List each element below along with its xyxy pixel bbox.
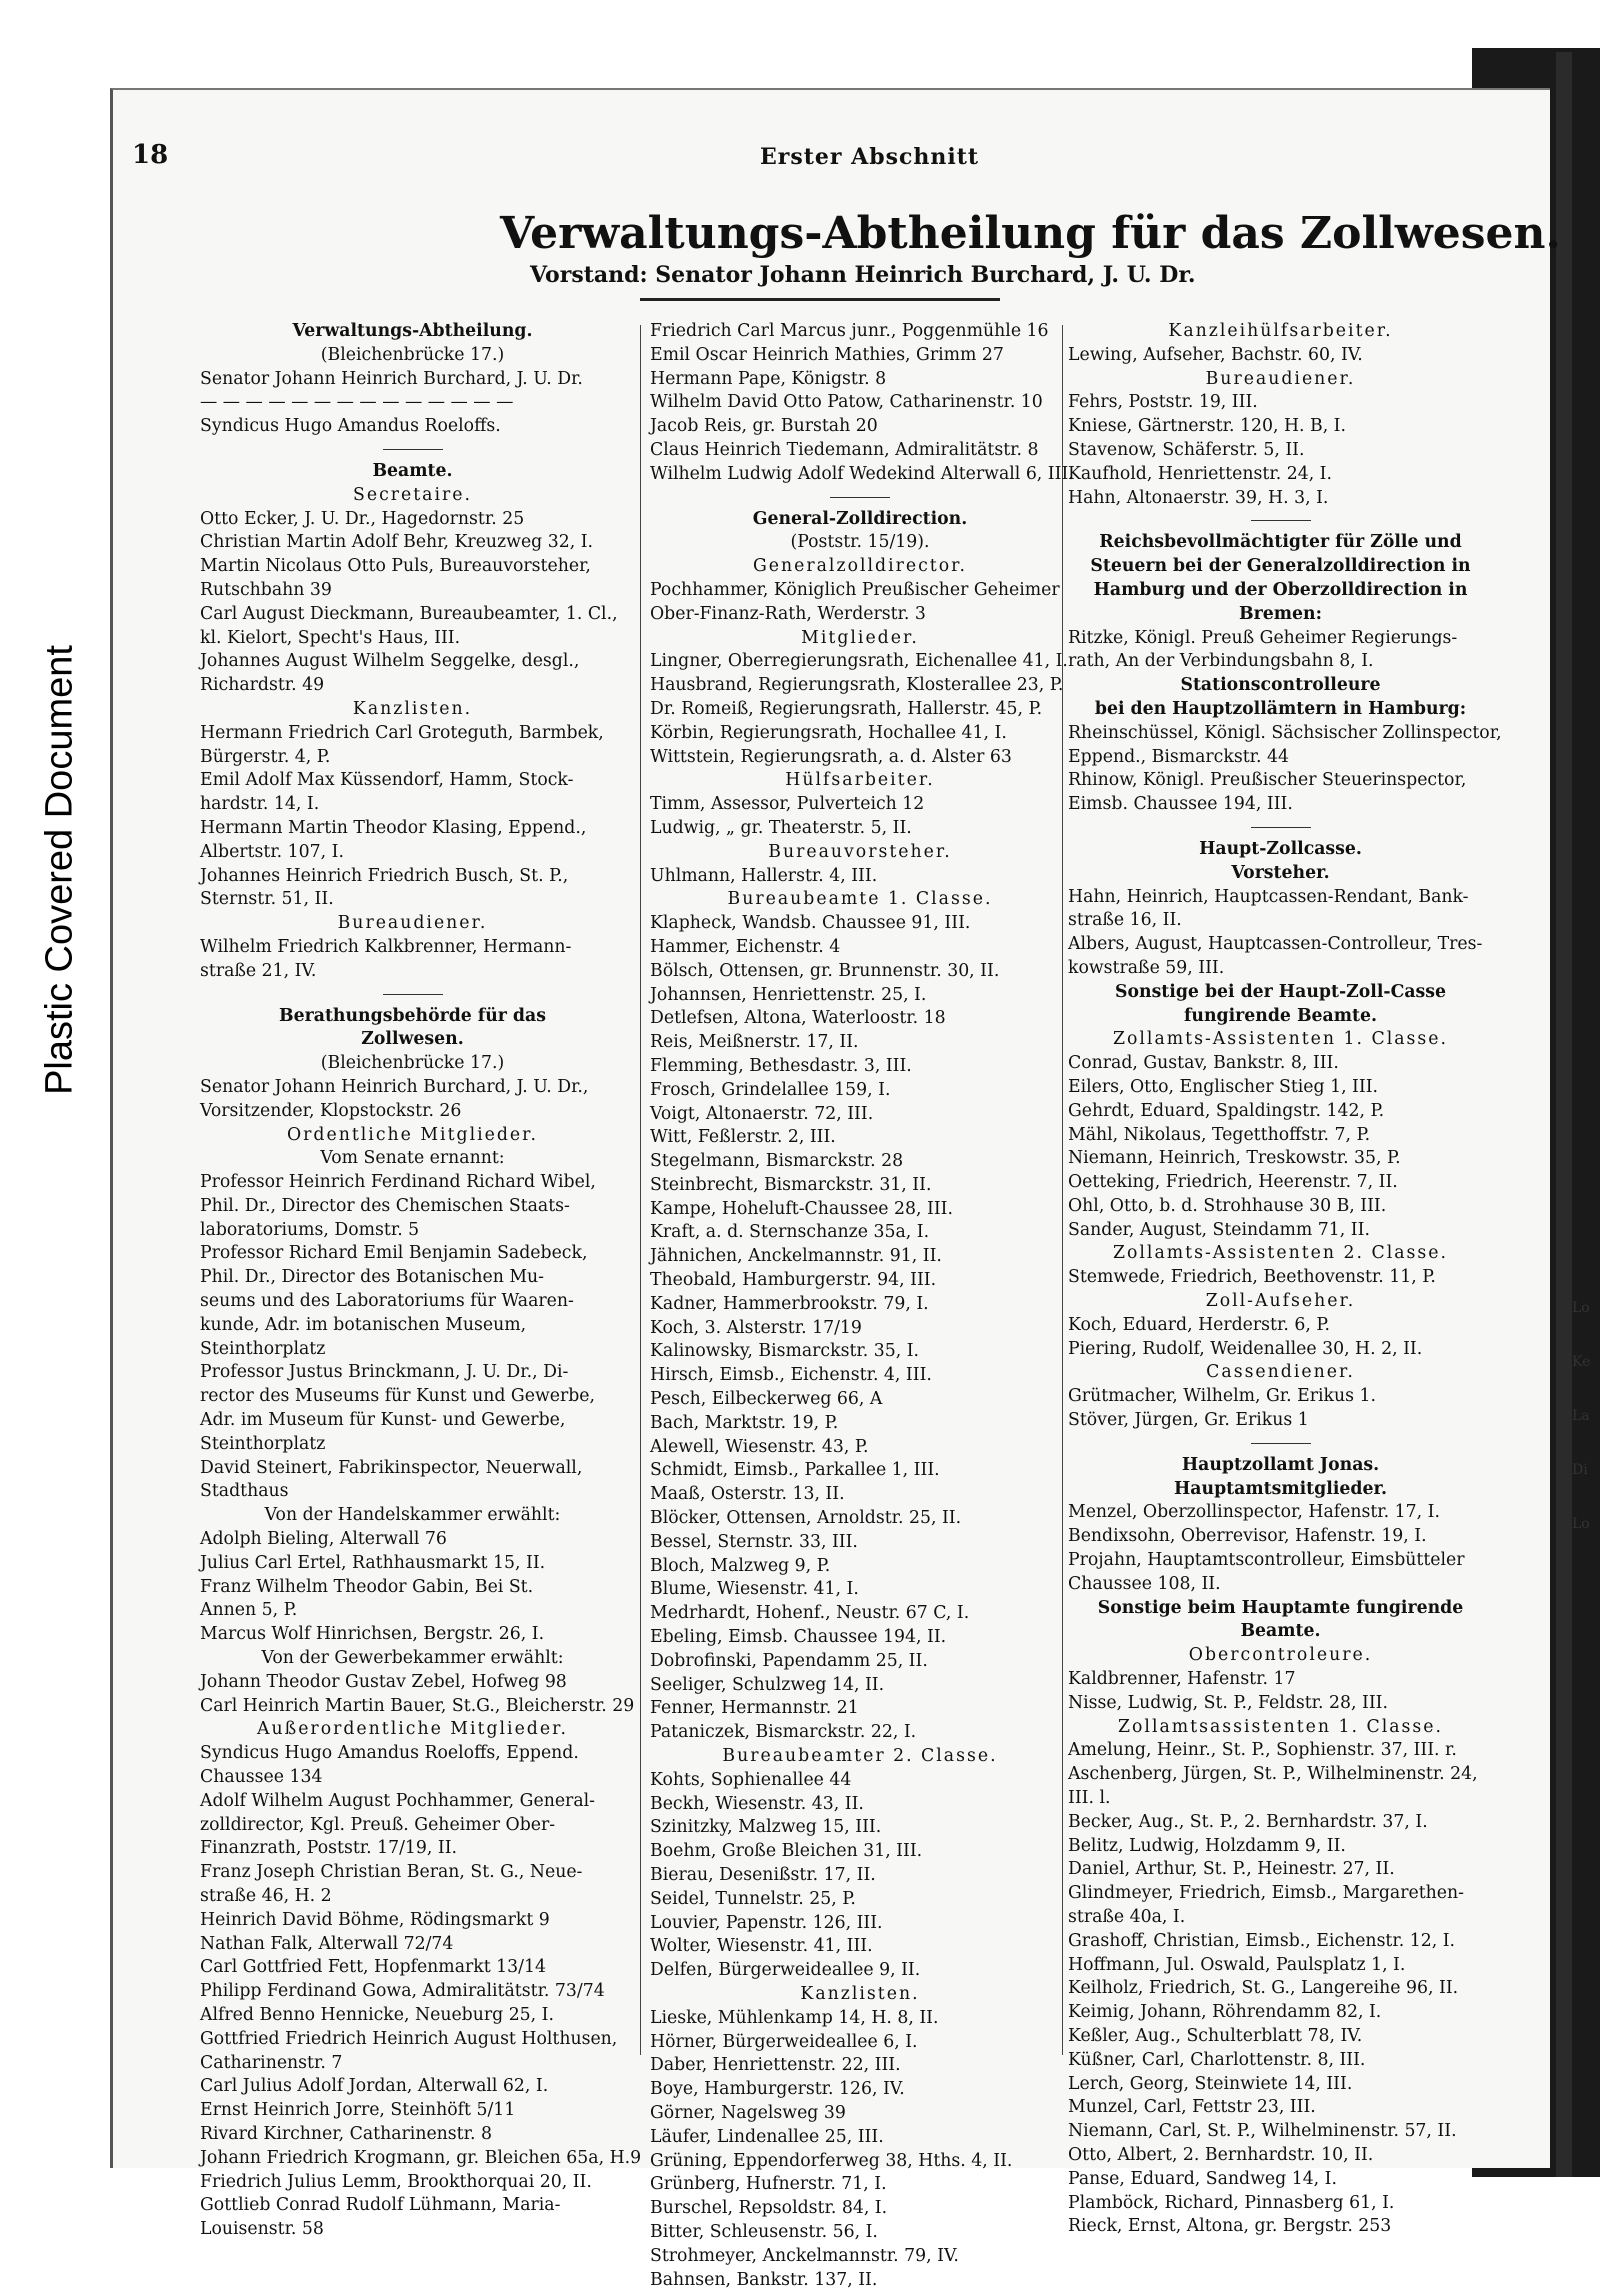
entry-line: Johannes August Wilhelm Seggelke, desgl., [200, 651, 580, 672]
entry-line: Jähnichen, Anckelmannstr. 91, II. [650, 1246, 942, 1267]
entry-line: Fehrs, Poststr. 19, III. [1068, 392, 1258, 413]
section-heading: Haupt-Zollcasse. [1199, 838, 1362, 859]
entry-line: Keilholz, Friedrich, St. G., Langereihe 96, II. [1068, 1978, 1459, 1999]
entry-line: Sternstr. 51, II. [200, 889, 334, 910]
subsection-heading: Mitglieder. [801, 627, 919, 648]
adjacent-page-margin [1572, 1300, 1600, 2150]
entry-line: Carl Heinrich Martin Bauer, St.G., Bleicherstr. 29 [200, 1695, 635, 1716]
entry-line: Beckh, Wiesenstr. 43, II. [650, 1793, 864, 1814]
section-separator [1251, 520, 1311, 521]
subsection-heading: Außerordentliche Mitglieder. [257, 1719, 568, 1740]
entry-line: Professor Richard Emil Benjamin Sadebeck, [200, 1243, 588, 1264]
entry-line: Rieck, Ernst, Altona, gr. Bergstr. 253 [1068, 2216, 1392, 2237]
entry-line: Adr. im Museum für Kunst- und Gewerbe, [200, 1410, 566, 1431]
entry-line: Glindmeyer, Friedrich, Eimsb., Margarethen- [1068, 1883, 1464, 1904]
entry-line: Alfred Benno Hennicke, Neueburg 25, I. [200, 2004, 554, 2025]
entry-line: Bach, Marktstr. 19, P. [650, 1412, 839, 1433]
entry-line: Bürgerstr. 4, P. [200, 746, 331, 767]
entry-line: Hausbrand, Regierungsrath, Klosterallee 23, P. [650, 675, 1064, 696]
entry-line: Wilhelm Friedrich Kalkbrenner, Hermann- [200, 936, 572, 957]
entry-line: Otto Ecker, J. U. Dr., Hagedornstr. 25 [200, 508, 525, 529]
entry-line: Claus Heinrich Tiedemann, Admiralitätstr. 8 [650, 439, 1039, 460]
entry-line: Hammer, Eichenstr. 4 [650, 936, 841, 957]
entry-line: Hermann Pape, Königstr. 8 [650, 368, 887, 389]
entry-line: kl. Kielort, Specht's Haus, III. [200, 627, 461, 648]
section-heading: Bremen: [1239, 603, 1322, 624]
entry-line: Professor Justus Brinckmann, J. U. Dr., Di- [200, 1362, 569, 1383]
entry-line: Nathan Falk, Alterwall 72/74 [200, 1933, 454, 1954]
entry-line: Eimsb. Chaussee 194, III. [1068, 794, 1293, 815]
section-heading: Beamte. [1240, 1621, 1321, 1642]
entry-line: Stöver, Jürgen, Gr. Erikus 1 [1068, 1410, 1309, 1431]
entry-line: Syndicus Hugo Amandus Roeloffs. [200, 416, 501, 437]
page-number: 18 [132, 140, 169, 170]
entry-line: Klapheck, Wandsb. Chaussee 91, III. [650, 913, 971, 934]
entry-line: Wittstein, Regierungsrath, a. d. Alster 63 [650, 746, 1012, 767]
entry-line: Louvier, Papenstr. 126, III. [650, 1912, 883, 1933]
entry-line: Frosch, Grindelallee 159, I. [650, 1079, 891, 1100]
entry-line: Carl Gottfried Fett, Hopfenmarkt 13/14 [200, 1957, 546, 1978]
entry-line: Keßler, Aug., Schulterblatt 78, IV. [1068, 2025, 1363, 2046]
centered-note: Vom Senate ernannt: [320, 1148, 505, 1169]
entry-line: Bessel, Sternstr. 33, III. [650, 1531, 858, 1552]
entry-line: Dr. Romeiß, Regierungsrath, Hallerstr. 45, P. [650, 698, 1043, 719]
section-separator [1251, 827, 1311, 828]
entry-line: Amelung, Heinr., St. P., Sophienstr. 37, III. r. [1068, 1740, 1457, 1761]
entry-line: Küßner, Carl, Charlottenstr. 8, III. [1068, 2049, 1366, 2070]
entry-line: kowstraße 59, III. [1068, 957, 1225, 978]
entry-line: Gottfried Friedrich Heinrich August Holthusen, [200, 2028, 618, 2049]
entry-line: Lewing, Aufseher, Bachstr. 60, IV. [1068, 344, 1363, 365]
entry-line: Ludwig, „ gr. Theaterstr. 5, II. [650, 817, 912, 838]
section-heading: Sonstige beim Hauptamte fungirende [1097, 1597, 1464, 1618]
entry-line: straße 16, II. [1068, 910, 1182, 931]
centered-note: Von der Handelskammer erwählt: [264, 1505, 561, 1526]
side-label-text: Plastic Covered Document [38, 645, 81, 1095]
section-heading: Hamburg und der Oberzolldirection in [1093, 579, 1468, 600]
entry-line: Eilers, Otto, Englischer Stieg 1, III. [1068, 1076, 1379, 1097]
entry-line: Blume, Wiesenstr. 41, I. [650, 1579, 859, 1600]
entry-line: Eppend., Bismarckstr. 44 [1068, 746, 1289, 767]
entry-line: hardstr. 14, I. [200, 794, 320, 815]
entry-line: Carl Julius Adolf Jordan, Alterwall 62, I. [200, 2076, 549, 2097]
entry-line: Görner, Nagelsweg 39 [650, 2102, 846, 2123]
entry-line: Daniel, Arthur, St. P., Heinestr. 27, II. [1068, 1859, 1395, 1880]
section-separator [383, 994, 443, 995]
entry-line: Lieske, Mühlenkamp 14, H. 8, II. [650, 2007, 939, 2028]
running-head: Erster Abschnitt [760, 144, 980, 170]
entry-line: Detlefsen, Altona, Waterloostr. 18 [650, 1008, 946, 1029]
entry-line: Phil. Dr., Director des Chemischen Staats- [200, 1195, 570, 1216]
entry-line: Bölsch, Ottensen, gr. Brunnenstr. 30, II. [650, 960, 1000, 981]
entry-line: Uhlmann, Hallerstr. 4, III. [650, 865, 878, 886]
entry-line: Niemann, Carl, St. P., Wilhelminenstr. 57, II. [1068, 2121, 1457, 2142]
entry-line: Adolf Wilhelm August Pochhammer, General- [200, 1790, 595, 1811]
entry-line: Kampe, Hoheluft-Chaussee 28, III. [650, 1198, 953, 1219]
subsection-heading: Bureaudiener. [1205, 368, 1356, 389]
entry-line: Stadthaus [200, 1481, 289, 1502]
entry-line: Friedrich Carl Marcus junr., Poggenmühle 16 [650, 321, 1049, 341]
entry-line: Ohl, Otto, b. d. Strohhause 30 B, III. [1068, 1195, 1387, 1216]
entry-line: Niemann, Heinrich, Treskowstr. 35, P. [1068, 1148, 1401, 1169]
entry-line: straße 46, H. 2 [200, 1886, 332, 1906]
entry-line: Nisse, Ludwig, St. P., Feldstr. 28, III. [1068, 1692, 1388, 1713]
entry-line: Koch, 3. Alsterstr. 17/19 [650, 1317, 862, 1338]
entry-line: Gehrdt, Eduard, Spaldingstr. 142, P. [1068, 1100, 1385, 1121]
section-heading: Berathungsbehörde für das [279, 1005, 546, 1026]
entry-line: kunde, Adr. im botanischen Museum, [200, 1314, 527, 1335]
subsection-heading: Bureaubeamte 1. Classe. [727, 889, 993, 910]
entry-line: Steinthorplatz [200, 1338, 326, 1359]
entry-line: Hoffmann, Jul. Oswald, Paulsplatz 1, I. [1068, 1954, 1406, 1975]
entry-line: Burschel, Repsoldstr. 84, I. [650, 2198, 888, 2219]
entry-line: Dobrofinski, Papendamm 25, II. [650, 1650, 928, 1671]
entry-line: Sander, August, Steindamm 71, II. [1068, 1219, 1370, 1240]
entry-line: Hermann Martin Theodor Klasing, Eppend., [200, 817, 587, 838]
column-left [200, 320, 642, 2240]
entry-line: laboratoriums, Domstr. 5 [200, 1219, 420, 1240]
subsection-heading: Hülfsarbeiter. [785, 770, 935, 791]
entry-line: Ober-Finanz-Rath, Werderstr. 3 [650, 603, 926, 624]
entry-line: Bendixsohn, Oberrevisor, Hafenstr. 19, I. [1068, 1526, 1427, 1547]
entry-line: Bitter, Schleusenstr. 56, I. [650, 2221, 878, 2242]
entry-line: Wilhelm Ludwig Adolf Wedekind Alterwall 6, III. [650, 463, 1074, 484]
entry-line: Kadner, Hammerbrookstr. 79, I. [650, 1293, 929, 1314]
entry-line: zolldirector, Kgl. Preuß. Geheimer Ober- [200, 1814, 556, 1835]
entry-line: Pochhammer, Königlich Preußischer Geheimer [650, 579, 1060, 600]
entry-line: Menzel, Oberzollinspector, Hafenstr. 17, I. [1068, 1502, 1440, 1523]
entry-line: Grashoff, Christian, Eimsb., Eichenstr. 12, I. [1068, 1930, 1456, 1951]
entry-line: Daber, Henriettenstr. 22, III. [650, 2055, 901, 2076]
entry-line: Witt, Feßlerstr. 2, III. [650, 1127, 836, 1148]
entry-line: Rhinow, Königl. Preußischer Steuerinspector, [1068, 770, 1467, 791]
entry-line: Ernst Heinrich Jorre, Steinhöft 5/11 [200, 2100, 516, 2121]
subsection-heading: Ordentliche Mitglieder. [286, 1124, 539, 1145]
centered-note: (Bleichenbrücke 17.) [320, 344, 505, 365]
entry-line: Kohts, Sophienallee 44 [650, 1769, 852, 1790]
section-heading: Hauptzollamt Jonas. [1181, 1454, 1380, 1475]
entry-line: Phil. Dr., Director des Botanischen Mu- [200, 1267, 544, 1288]
margin-fragment: Di [1572, 1462, 1588, 1478]
title-rule [640, 298, 1000, 301]
section-heading: Reichsbevollmächtigter für Zölle und [1099, 532, 1462, 553]
entry-line: Blöcker, Ottensen, Arnoldstr. 25, II. [650, 1508, 962, 1529]
margin-fragment: La [1572, 1408, 1590, 1424]
entry-line: Maaß, Osterstr. 13, II. [650, 1484, 845, 1505]
entry-line: Seidel, Tunnelstr. 25, P. [650, 1888, 856, 1909]
entry-line: Pesch, Eilbeckerweg 66, A [650, 1389, 883, 1410]
entry-line: Reis, Meißnerstr. 17, II. [650, 1032, 859, 1053]
entry-line: Projahn, Hauptamtscontrolleur, Eimsbütteler [1068, 1550, 1465, 1571]
entry-line: Delfen, Bürgerweideallee 9, II. [650, 1960, 921, 1981]
subsection-heading: Zollamts-Assistenten 2. Classe. [1112, 1243, 1448, 1264]
entry-line: Voigt, Altonaerstr. 72, III. [650, 1103, 874, 1124]
entry-line: Hahn, Heinrich, Hauptcassen-Rendant, Bank- [1068, 886, 1469, 907]
side-label [20, 600, 100, 1140]
section-heading: General-Zolldirection. [752, 508, 968, 529]
subsection-heading: Cassendiener. [1206, 1362, 1355, 1383]
entry-line: Vorsitzender, Klopstockstr. 26 [200, 1100, 462, 1121]
entry-line: Grüning, Eppendorferweg 38, Hths. 4, II. [650, 2150, 1013, 2171]
entry-line: Friedrich Julius Lemm, Brookthorquai 20, II. [200, 2171, 592, 2192]
subsection-heading: Obercontroleure. [1188, 1645, 1373, 1666]
entry-line: Schmidt, Eimsb., Parkallee 1, III. [650, 1460, 940, 1481]
entry-line: Hahn, Altonaerstr. 39, H. 3, I. [1068, 487, 1329, 508]
entry-line: Steinthorplatz [200, 1433, 326, 1454]
entry-line: Conrad, Gustav, Bankstr. 8, III. [1068, 1053, 1339, 1074]
entry-line: Rheinschüssel, Königl. Sächsischer Zollinspector, [1068, 722, 1502, 743]
entry-line: Stegelmann, Bismarckstr. 28 [650, 1151, 904, 1172]
entry-line: Munzel, Carl, Fettstr 23, III. [1068, 2097, 1316, 2118]
entry-line: Otto, Albert, 2. Bernhardstr. 10, II. [1068, 2144, 1374, 2165]
column-middle [650, 320, 1074, 2290]
entry-line: Flemming, Bethesdastr. 3, III. [650, 1055, 912, 1076]
entry-line: Johannes Heinrich Friedrich Busch, St. P., [200, 865, 569, 886]
entry-line: Medrhardt, Hohenf., Neustr. 67 C, I. [650, 1603, 970, 1624]
entry-line: Adolph Bieling, Alterwall 76 [200, 1529, 447, 1550]
entry-line: Albertstr. 107, I. [200, 841, 344, 862]
entry-line: Carl August Dieckmann, Bureaubeamter, 1. Cl., [200, 603, 618, 624]
section-heading: Sonstige bei der Haupt-Zoll-Casse [1115, 981, 1446, 1002]
subsection-heading: Bureaudiener. [337, 913, 488, 934]
entry-line: Franz Joseph Christian Beran, St. G., Neue- [200, 1862, 583, 1883]
entry-line: Kniese, Gärtnerstr. 120, H. B, I. [1068, 416, 1347, 437]
entry-line: Julius Carl Ertel, Rathhausmarkt 15, II. [200, 1552, 546, 1573]
entry-line: straße 40a, I. [1068, 1907, 1186, 1927]
entry-line: Chaussee 108, II. [1068, 1573, 1221, 1594]
page-title: Verwaltungs-Abtheilung für das Zollwesen. [500, 208, 1561, 259]
entry-line: Marcus Wolf Hinrichsen, Bergstr. 26, I. [200, 1624, 545, 1645]
entry-line: Franz Wilhelm Theodor Gabin, Bei St. [200, 1576, 534, 1597]
entry-line: Aschenberg, Jürgen, St. P., Wilhelminenstr. 24, [1068, 1764, 1478, 1785]
section-heading: Stationscontrolleure [1180, 675, 1381, 696]
entry-line: Bahnsen, Bankstr. 137, II. [650, 2269, 878, 2290]
entry-line: Boehm, Große Bleichen 31, III. [650, 1841, 923, 1862]
entry-line: Läufer, Lindenallee 25, III. [650, 2126, 884, 2147]
entry-line: Hermann Friedrich Carl Groteguth, Barmbek, [200, 722, 604, 743]
centered-note: (Poststr. 15/19). [790, 532, 930, 553]
entry-line: III. l. [1068, 1788, 1111, 1809]
entry-line: Heinrich David Böhme, Rödingsmarkt 9 [200, 1909, 550, 1930]
entry-line: Senator Johann Heinrich Burchard, J. U. Dr. [200, 368, 583, 389]
section-heading: Hauptamtsmitglieder. [1173, 1478, 1387, 1499]
entry-line: Becker, Aug., St. P., 2. Bernhardstr. 37, I. [1068, 1811, 1428, 1832]
entry-line: Steinbrecht, Bismarckstr. 31, II. [650, 1174, 932, 1195]
entry-line: Piering, Rudolf, Weidenallee 30, H. 2, II. [1068, 1338, 1423, 1359]
subsection-heading: Zollamtsassistenten 1. Classe. [1118, 1716, 1443, 1737]
entry-line: Stavenow, Schäferstr. 5, II. [1068, 439, 1305, 460]
entry-line: Seeliger, Schulzweg 14, II. [650, 1674, 885, 1695]
entry-line: Strohmeyer, Anckelmannstr. 79, IV. [650, 2245, 959, 2266]
section-heading: Vorsteher. [1231, 862, 1330, 883]
entry-line: Rivard Kirchner, Catharinenstr. 8 [200, 2123, 492, 2144]
subsection-heading: Kanzleihülfsarbeiter. [1168, 321, 1393, 341]
page-subtitle: Vorstand: Senator Johann Heinrich Burchard, J. U. Dr. [530, 262, 1196, 288]
entry-line: Keimig, Johann, Röhrendamm 82, I. [1068, 2002, 1382, 2023]
page-edge [1556, 52, 1572, 2177]
section-heading: bei den Hauptzollämtern in Hamburg: [1094, 698, 1467, 719]
entry-line: Louisenstr. 58 [200, 2219, 324, 2240]
entry-line: Oetteking, Friedrich, Heerenstr. 7, II. [1068, 1172, 1398, 1193]
entry-line: Koch, Eduard, Herderstr. 6, P. [1068, 1314, 1330, 1335]
entry-line: Pataniczek, Bismarckstr. 22, I. [650, 1722, 917, 1743]
entry-line: rector des Museums für Kunst und Gewerbe, [200, 1386, 596, 1407]
centered-note: (Bleichenbrücke 17.) [320, 1053, 505, 1074]
entry-line: Grütmacher, Wilhelm, Gr. Erikus 1. [1068, 1386, 1376, 1407]
entry-line: Senator Johann Heinrich Burchard, J. U. Dr., [200, 1076, 589, 1097]
entry-line: Körbin, Regierungsrath, Hochallee 41, I. [650, 722, 1007, 743]
section-separator [1251, 1443, 1311, 1444]
subsection-heading: Kanzlisten. [800, 1983, 920, 2004]
section-separator [830, 497, 890, 498]
entry-line: Catharinenstr. 7 [200, 2052, 343, 2073]
entry-line: Kaufhold, Henriettenstr. 24, I. [1068, 463, 1332, 484]
entry-line: Boye, Hamburgerstr. 126, IV. [650, 2079, 905, 2100]
section-separator [383, 449, 443, 450]
subsection-heading: Zollamts-Assistenten 1. Classe. [1112, 1029, 1448, 1050]
entry-line: Finanzrath, Poststr. 17/19, II. [200, 1838, 458, 1859]
entry-line: Bloch, Malzweg 9, P. [650, 1555, 831, 1576]
entry-line: Belitz, Ludwig, Holzdamm 9, II. [1068, 1835, 1346, 1856]
entry-line: Hirsch, Eimsb., Eichenstr. 4, III. [650, 1365, 932, 1386]
entry-line: Lingner, Oberregierungsrath, Eichenallee 41, I. [650, 651, 1068, 672]
centered-note: Von der Gewerbekammer erwählt: [261, 1648, 564, 1669]
section-heading: Beamte. [372, 460, 453, 481]
entry-line: Annen 5, P. [200, 1600, 298, 1621]
section-heading: Steuern bei der Generalzolldirection in [1090, 556, 1471, 577]
entry-line: Christian Martin Adolf Behr, Kreuzweg 32, I. [200, 532, 594, 553]
entry-line: Plamböck, Richard, Pinnasberg 61, I. [1068, 2192, 1395, 2213]
entry-line: Szinitzky, Malzweg 15, III. [650, 1817, 882, 1838]
entry-line: Kraft, a. d. Sternschanze 35a, I. [650, 1222, 930, 1243]
entry-line: Chaussee 134 [200, 1767, 323, 1788]
entry-line: Johann Friedrich Krogmann, gr. Bleichen 65a, H.9 [200, 2147, 642, 2168]
entry-line: Mähl, Nikolaus, Tegetthoffstr. 7, P. [1068, 1124, 1371, 1145]
entry-line: Wolter, Wiesenstr. 41, III. [650, 1936, 873, 1957]
section-heading: fungirende Beamte. [1183, 1005, 1378, 1026]
entry-line: Ritzke, Königl. Preuß Geheimer Regierungs- [1068, 627, 1458, 648]
entry-line: rath, An der Verbindungsbahn 8, I. [1068, 651, 1374, 672]
entry-line: Hörner, Bürgerweideallee 6, I. [650, 2031, 918, 2052]
entry-line: Albers, August, Hauptcassen-Controlleur, Tres- [1068, 934, 1483, 955]
entry-line: Martin Nicolaus Otto Puls, Bureauvorsteher, [200, 556, 591, 577]
entry-line: — — — — — — — — — — — — — — [200, 392, 514, 413]
entry-line: Timm, Assessor, Pulverteich 12 [650, 794, 925, 815]
entry-line: Richardstr. 49 [200, 675, 325, 696]
entry-line: Lerch, Georg, Steinwiete 14, III. [1068, 2073, 1353, 2094]
subsection-heading: Kanzlisten. [352, 698, 473, 719]
section-heading: Zollwesen. [361, 1029, 464, 1050]
entry-line: Emil Oscar Heinrich Mathies, Grimm 27 [650, 344, 1004, 365]
entry-line: Kaldbrenner, Hafenstr. 17 [1068, 1669, 1296, 1690]
section-heading: Verwaltungs-Abtheilung. [292, 321, 533, 341]
subsection-heading: Secretaire. [353, 484, 472, 505]
entry-line: Alewell, Wiesenstr. 43, P. [650, 1436, 869, 1457]
entry-line: Stemwede, Friedrich, Beethovenstr. 11, P. [1068, 1267, 1436, 1288]
entry-line: Rutschbahn 39 [200, 579, 332, 600]
entry-line: Syndicus Hugo Amandus Roeloffs, Eppend. [200, 1743, 579, 1764]
entry-line: Philipp Ferdinand Gowa, Admiralitätstr. 73/74 [200, 1981, 605, 2002]
subsection-heading: Zoll-Aufseher. [1205, 1291, 1356, 1312]
column-right [1068, 320, 1502, 2237]
entry-line: Theobald, Hamburgerstr. 94, III. [650, 1270, 937, 1291]
subsection-heading: Generalzolldirector. [752, 556, 967, 577]
entry-line: Gottlieb Conrad Rudolf Lühmann, Maria- [200, 2195, 561, 2216]
margin-fragment: Lo [1572, 1516, 1590, 1532]
entry-line: Fenner, Hermannstr. 21 [650, 1698, 859, 1719]
entry-line: Johann Theodor Gustav Zebel, Hofweg 98 [200, 1671, 567, 1692]
margin-fragment: Ke [1572, 1354, 1591, 1370]
entry-line: Panse, Eduard, Sandweg 14, I. [1068, 2168, 1337, 2189]
subsection-heading: Bureaubeamter 2. Classe. [722, 1746, 998, 1767]
subsection-heading: Bureauvorsteher. [768, 841, 952, 862]
entry-line: seums und des Laboratoriums für Waaren- [200, 1291, 574, 1312]
entry-line: Wilhelm David Otto Patow, Catharinenstr. 10 [650, 392, 1043, 413]
entry-line: Emil Adolf Max Küssendorf, Hamm, Stock- [200, 770, 574, 791]
column-divider [640, 325, 641, 2055]
entry-line: Johannsen, Henriettenstr. 25, I. [650, 984, 927, 1005]
entry-line: Kalinowsky, Bismarckstr. 35, I. [650, 1341, 920, 1362]
entry-line: Jacob Reis, gr. Burstah 20 [650, 416, 878, 437]
entry-line: Grünberg, Hufnerstr. 71, I. [650, 2174, 887, 2195]
entry-line: Professor Heinrich Ferdinand Richard Wibel, [200, 1172, 596, 1193]
entry-line: Bierau, Desenißstr. 17, II. [650, 1865, 876, 1885]
entry-line: straße 21, IV. [200, 960, 317, 981]
entry-line: Ebeling, Eimsb. Chaussee 194, II. [650, 1627, 947, 1648]
margin-fragment: Lo [1572, 1300, 1590, 1316]
entry-line: David Steinert, Fabrikinspector, Neuerwall, [200, 1457, 583, 1478]
